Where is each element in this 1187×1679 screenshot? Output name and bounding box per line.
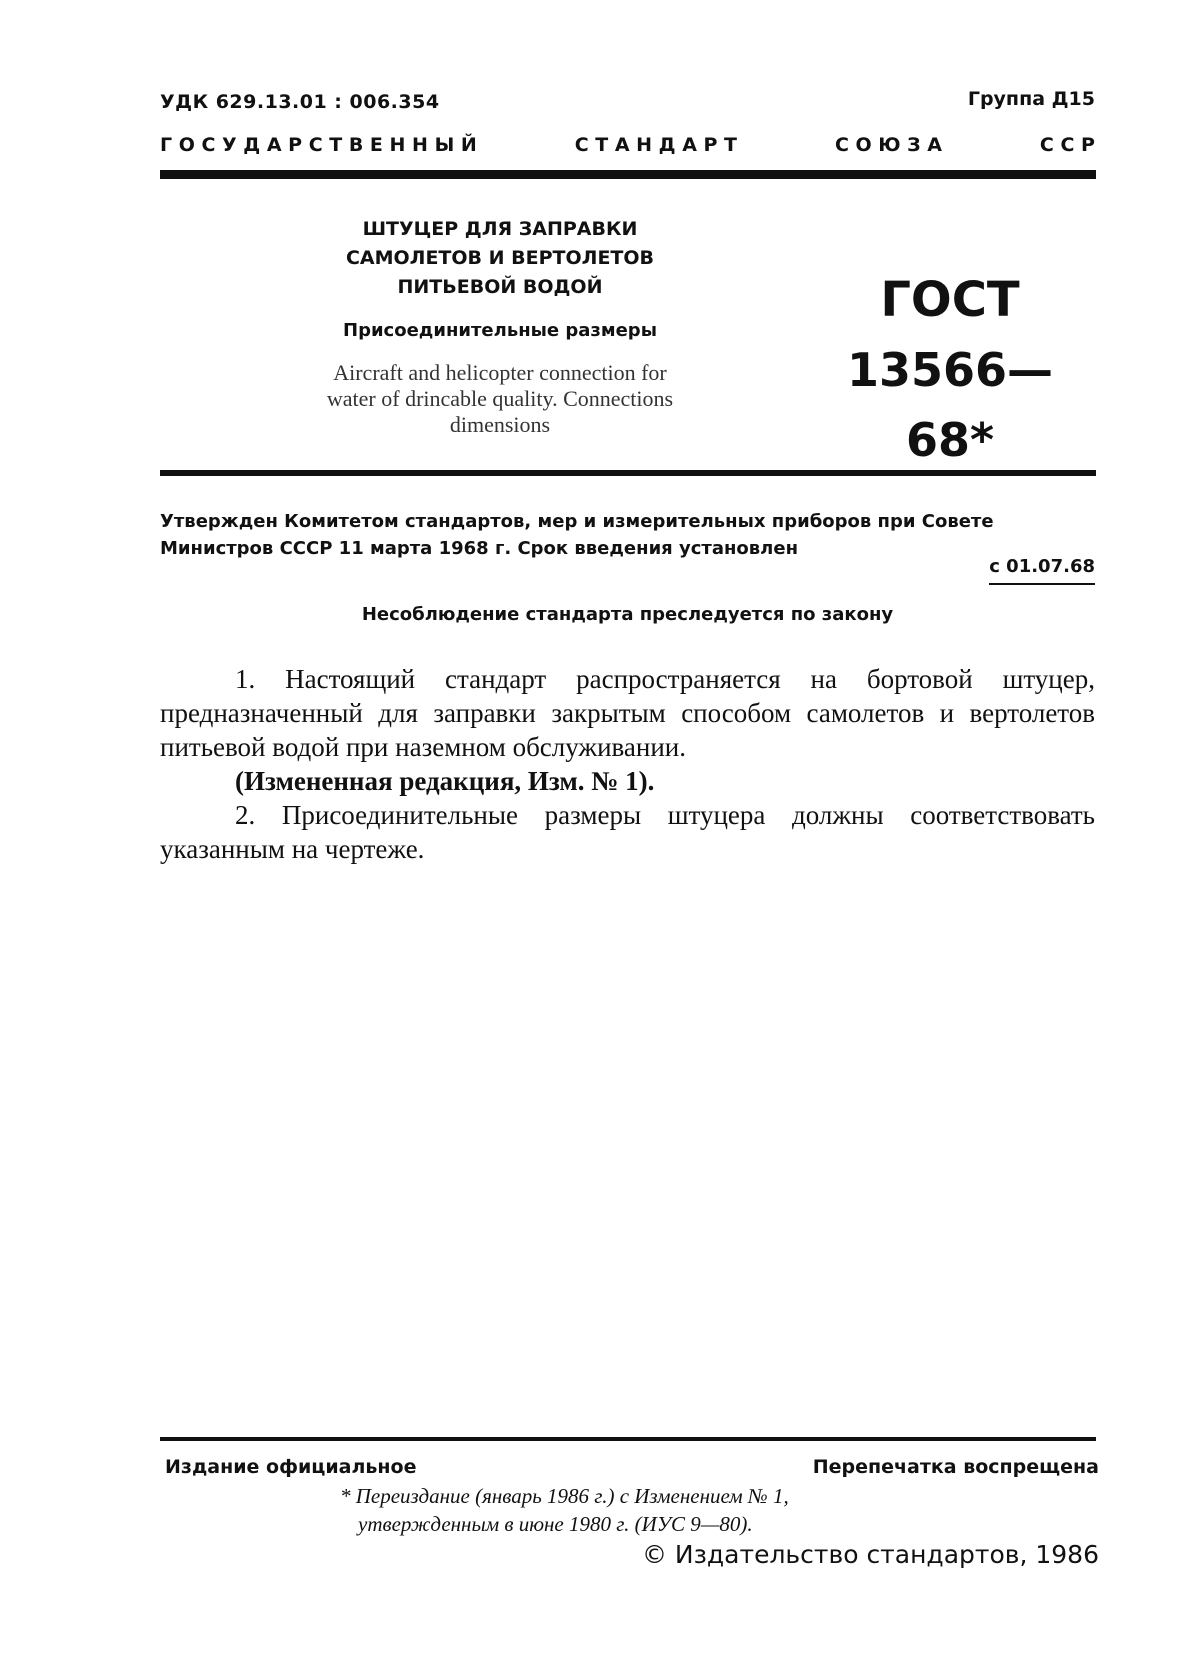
title-line-1: ШТУЦЕР ДЛЯ ЗАПРАВКИ [362, 218, 638, 240]
document-subtitle-ru: Присоединительные размеры [343, 320, 657, 341]
copyright: © Издательство стандартов, 1986 [641, 1540, 1099, 1569]
document-title-ru [300, 215, 700, 302]
reprint-notice: Перепечатка воспрещена [812, 1456, 1099, 1478]
title-line-2: САМОЛЕТОВ И ВЕРТОЛЕТОВ [345, 247, 655, 269]
amendment-note: (Измененная редакция, Изм. № 1). [235, 766, 655, 796]
gost-label: ГОСТ [880, 272, 1020, 328]
en-line-1: Aircraft and helicopter connection for [333, 360, 667, 385]
paragraph-2: 2. Присоединительные размеры штуцера должны соответствовать указанным на чертеже. [160, 800, 1095, 864]
effective-date: с 01.07.68 [989, 556, 1095, 585]
bottom-divider [160, 1437, 1096, 1441]
state-word-1: Г О С У Д А Р С Т В Е Н Н Ы Й [160, 134, 477, 156]
state-word-3: С О Ю З А [834, 134, 942, 156]
gost-number [820, 265, 1080, 475]
state-word-2: С Т А Н Д А Р Т [574, 134, 738, 156]
en-line-3: dimensions [449, 412, 551, 437]
en-line-2: water of drincable quality. Connections [326, 386, 674, 411]
paragraph-1: 1. Настоящий стандарт распространяется на бортовой штуцер, предназначенный для заправки закрытым способом самолетов и вертолетов питьевой водой при наземном обслуживании. [160, 664, 1095, 762]
gost-code: 13566—68* [846, 343, 1054, 467]
group-code: Группа Д15 [967, 88, 1095, 110]
document-body [160, 662, 1095, 866]
footnote-line-1: * Переиздание (январь 1986 г.) с Изменением № 1, [340, 1484, 789, 1508]
approval-text: Утвержден Комитетом стандартов, мер и измерительных приборов при Совете Министров СССР 11 марта 1968 г. Срок введения установлен [160, 511, 994, 559]
publication-label: Издание официальное [165, 1456, 417, 1478]
legal-notice: Несоблюдение стандарта преследуется по закону [361, 604, 894, 625]
footnote-line-2: утвержденным в июне 1980 г. (ИУС 9—80). [358, 1512, 753, 1536]
state-word-4: С С Р [1039, 134, 1095, 156]
state-standard-heading [160, 134, 1095, 156]
top-divider [160, 170, 1096, 179]
footnote [340, 1482, 1040, 1538]
title-line-3: ПИТЬЕВОЙ ВОДОЙ [397, 276, 603, 298]
udk-code: УДК 629.13.01 : 006.354 [160, 91, 440, 113]
middle-divider [160, 470, 1096, 476]
document-title-en [250, 360, 750, 438]
